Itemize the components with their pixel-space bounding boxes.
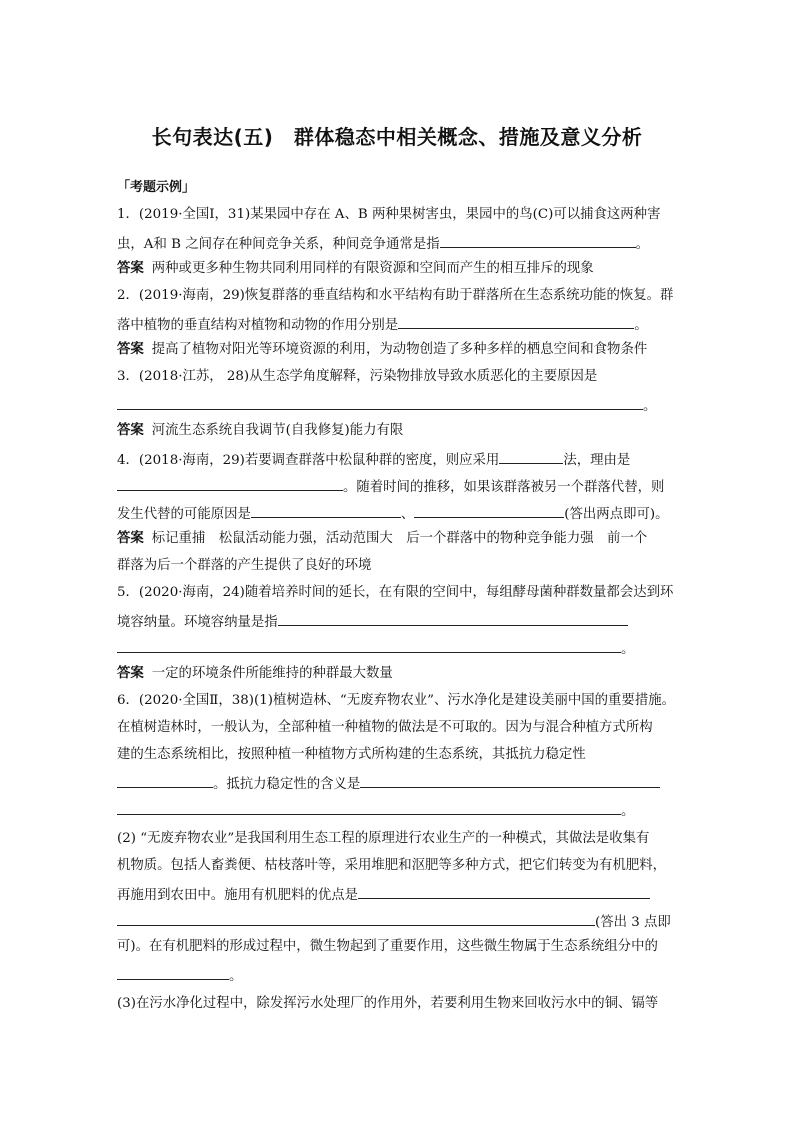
- q4-blank-cause-1[interactable]: [251, 502, 401, 518]
- q1-text: 虫，A和 B 之间存在种间竞争关系，种间竞争通常是指: [117, 237, 440, 252]
- q5-text: 境容纳量。环境容纳量是指: [117, 615, 278, 630]
- q3-answer: [117, 421, 679, 441]
- q6-part2-line-2: 机物质。包括人畜粪便、枯枝落叶等，采用堆肥和沤肥等多种方式，把它们转变为有机肥料，: [117, 858, 667, 873]
- q4-answer: [117, 529, 679, 549]
- q6-part2-text: 再施用到农田中。施用有机肥料的优点是: [117, 888, 359, 903]
- q4-answer-text-1: 标记重捕 松鼠活动能力强，活动范围大 后一个群落中的物种竞争能力强 前一个: [151, 531, 648, 546]
- q6-blank-meaning-a[interactable]: [360, 772, 660, 788]
- q3-end: 。: [643, 399, 657, 414]
- q6-line-1: 6．(2020·全国Ⅱ，38)(1)植树造林、“无废弃物农业”、污水净化是建设美丽中国的重要措施。: [117, 693, 675, 708]
- q4-text-e: (答出两点即可)。: [564, 507, 669, 522]
- q6-blank-meaning-b[interactable]: [117, 799, 621, 815]
- q6-part3-line-1: (3)在污水净化过程中，除发挥污水处理厂的作用外，若要利用生物来回收污水中的铜、镉等: [117, 996, 659, 1011]
- q5-answer: [117, 664, 679, 684]
- q4-sep: 、: [400, 507, 415, 522]
- q1-end: 。: [635, 237, 650, 252]
- q6-part2-line-5: 可)。在有机肥料的形成过程中，微生物起到了重要作用，这些微生物属于生态系统组分中的: [117, 939, 658, 954]
- q1-answer-text: 两种或更多种生物共同利用同样的有限资源和空间而产生的相互排斥的现象: [151, 261, 594, 276]
- answer-label: 答案: [117, 342, 144, 357]
- q6-text: 。抵抗力稳定性的含义是: [213, 777, 361, 792]
- q6-blank-advantages-a[interactable]: [358, 883, 650, 899]
- q5-line-3: [117, 637, 679, 660]
- answer-label: 答案: [117, 261, 144, 276]
- q4-blank-reason[interactable]: [117, 475, 343, 491]
- q3-line-1: 3．(2018·江苏， 28)从生态学角度解释，污染物排放导致水质恶化的主要原因是: [117, 369, 598, 384]
- q6-part2-note: (答出 3 点即: [595, 915, 671, 930]
- q6-line-3: 建的生态系统相比，按照种植一种植物方式所构建的生态系统，其抵抗力稳定性: [117, 747, 586, 762]
- answer-label: 答案: [117, 666, 144, 681]
- q5-line-1: 5．(2020·海南，24)随着培养时间的延长，在有限的空间中，每组酵母菌种群数量都会达到环: [117, 585, 674, 600]
- q6-part2-line-4: [117, 910, 679, 933]
- answer-label: 答案: [117, 423, 144, 438]
- q2-line-2: [117, 313, 679, 336]
- q5-blank-a[interactable]: [278, 610, 628, 626]
- q6-part2-end: 。: [229, 969, 243, 984]
- q4-answer-2: 群落为后一个群落的产生提供了良好的环境: [117, 558, 372, 573]
- q5-end: 。: [621, 642, 635, 657]
- q4-line-1: [117, 448, 679, 471]
- q6-part2-line-6: [117, 964, 679, 987]
- section-heading: 「考题示例」: [117, 180, 196, 195]
- q4-text-c: 。随着时间的推移，如果该群落被另一个群落代替，则: [343, 480, 665, 495]
- q4-text-b: 法，理由是: [563, 453, 631, 468]
- q5-line-2: [117, 610, 679, 633]
- q6-blank-component[interactable]: [117, 964, 229, 980]
- q3-line-2: [117, 394, 679, 417]
- q2-answer: [117, 340, 679, 360]
- q2-blank[interactable]: [398, 313, 634, 329]
- q1-line-2: [117, 232, 679, 255]
- q1-line-1: 1．(2019·全国Ⅰ，31)某果园中存在 A、B 两种果树害虫，果园中的鸟(C)可以捕食这两种害: [117, 207, 661, 222]
- page-title: 长句表达(五) 群体稳态中相关概念、措施及意义分析: [151, 125, 643, 149]
- q6-line-2: 在植树造林时，一般认为，全部种植一种植物的做法是不可取的。因为与混合种植方式所构: [117, 720, 653, 735]
- section-label: 考题示例: [130, 180, 183, 195]
- answer-label: 答案: [117, 531, 144, 546]
- q1-answer: [117, 259, 679, 279]
- q4-text-a: 4．(2018·海南，29)若要调查群落中松鼠种群的密度，则应采用: [117, 453, 500, 468]
- q5-blank-b[interactable]: [117, 637, 621, 653]
- q2-line-1: 2．(2019·海南，29)恢复群落的垂直结构和水平结构有助于群落所在生态系统功能的恢复。群: [117, 288, 674, 303]
- q1-blank[interactable]: [440, 232, 636, 248]
- q4-blank-cause-2[interactable]: [414, 502, 564, 518]
- q6-part2-line-1: (2) “无废弃物农业”是我国利用生态工程的原理进行农业生产的一种模式，其做法是收集有: [117, 831, 650, 846]
- q2-text: 落中植物的垂直结构对植物和动物的作用分别是: [117, 318, 399, 333]
- q6-end: 。: [621, 804, 635, 819]
- q6-blank-advantages-b[interactable]: [117, 910, 595, 926]
- q4-line-2: [117, 475, 679, 498]
- q3-answer-text: 河流生态系统自我调节(自我修复)能力有限: [151, 423, 404, 438]
- q6-line-5: [117, 799, 679, 822]
- q4-blank-method[interactable]: [499, 448, 563, 464]
- q5-answer-text: 一定的环境条件所能维持的种群最大数量: [151, 666, 393, 681]
- q3-blank[interactable]: [117, 394, 643, 410]
- q4-line-3: [117, 502, 679, 525]
- q6-blank-stability[interactable]: [117, 772, 213, 788]
- q6-part2-line-3: [117, 883, 679, 906]
- q2-end: 。: [634, 318, 648, 333]
- q4-text-d: 发生代替的可能原因是: [117, 507, 251, 522]
- q2-answer-text: 提高了植物对阳光等环境资源的利用，为动物创造了多种多样的栖息空间和食物条件: [151, 342, 648, 357]
- q6-line-4: [117, 772, 679, 795]
